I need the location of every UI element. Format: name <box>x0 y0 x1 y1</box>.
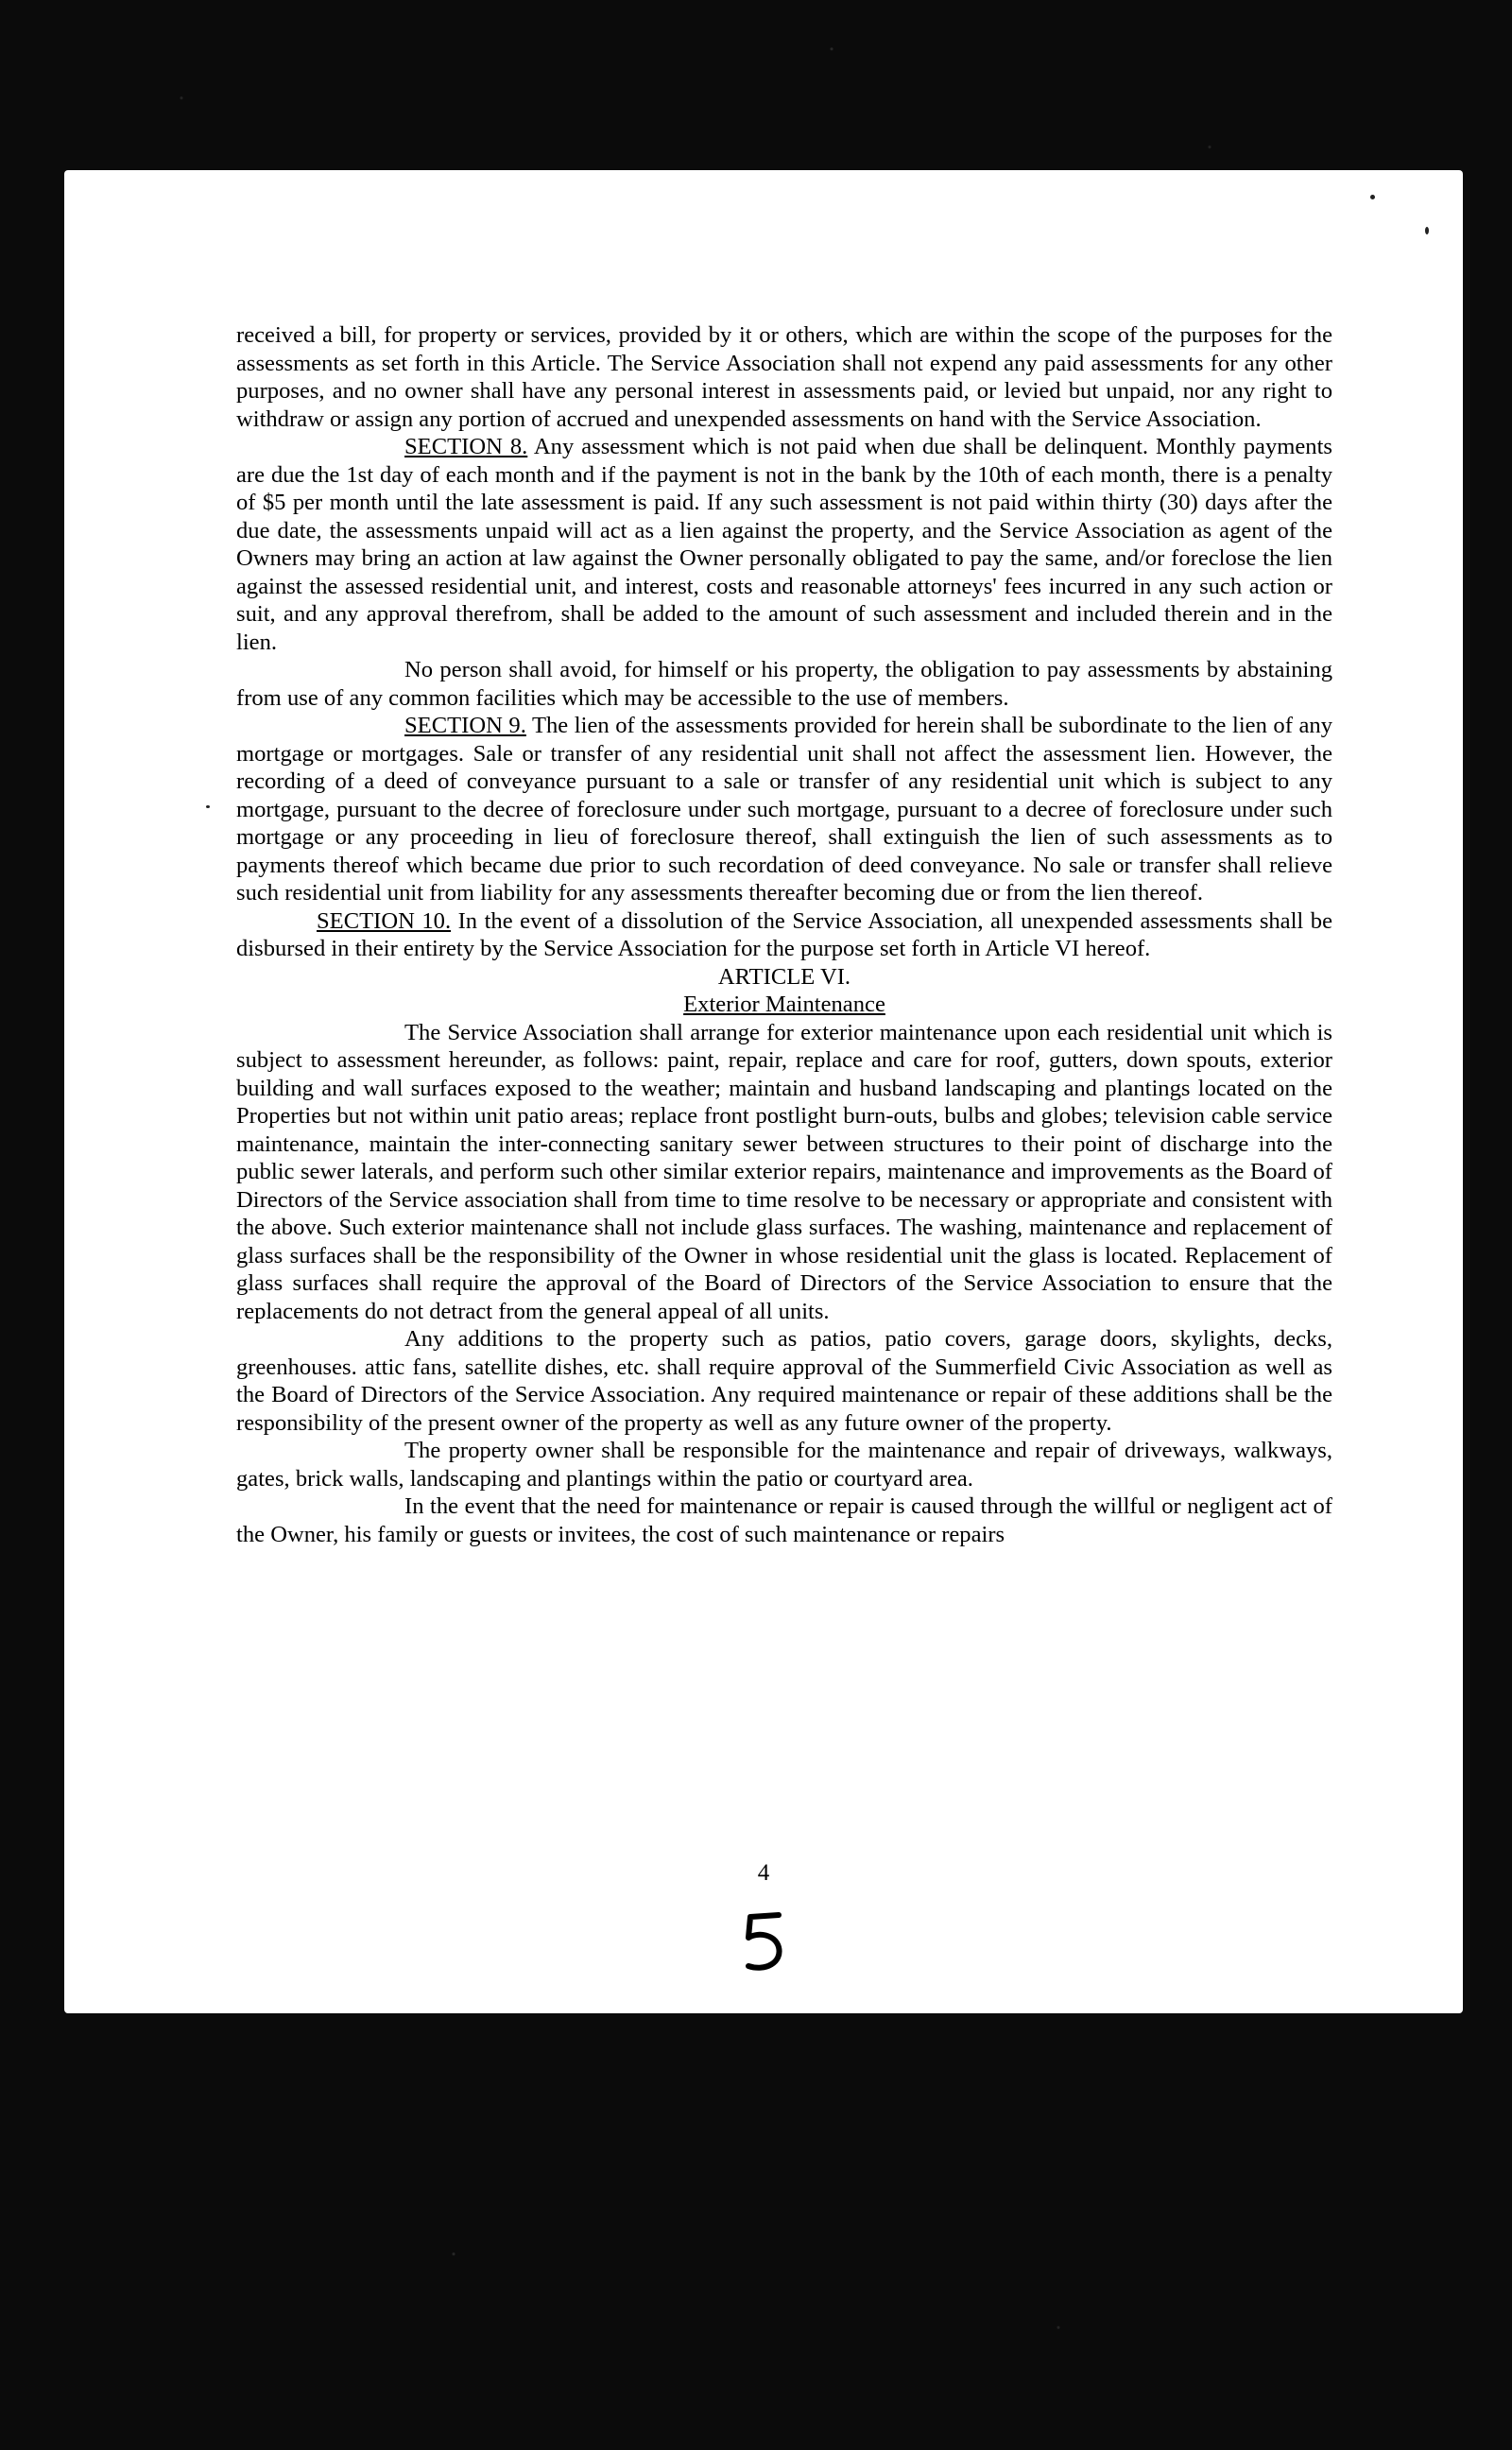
paragraph-no-person: No person shall avoid, for himself or his property, the obligation to pay assessments by abstaining from use of any common facilities which may be accessible to the use of members. <box>236 657 1332 711</box>
paragraph-additions: Any additions to the property such as patios, patio covers, garage doors, skylights, decks, greenhouses. attic fans, satellite dishes, etc. shall require approval of the Summerfield Civic Association as well as the Board of Directors of the Service Association. Any required maintenance or repair of these additions shall be the responsibility of the present owner of the property as well as any future owner of the property. <box>236 1326 1332 1436</box>
scan-speck <box>1425 227 1429 234</box>
article-heading: ARTICLE VI. <box>717 963 851 990</box>
section-9-label: SECTION 9. <box>404 713 526 738</box>
section-9 <box>236 712 1332 907</box>
section-8 <box>236 433 1332 656</box>
article-title: Exterior Maintenance <box>683 992 885 1017</box>
section-10-text: In the event of a dissolution of the Service Association, all unexpended assessments shall be disbursed in their entirety by the Service Association for the purpose set forth in Article VI hereof. <box>236 907 1332 961</box>
section-9-text: The lien of the assessments provided for herein shall be subordinate to the lien of any mortgage or mortgages. Sale or transfer of any residential unit shall not affect the assessment lien. However, the recording of a deed of conveyance pursuant to a sale or transfer of any residential unit which is subject to any mortgage, pursuant to the decree of foreclosure under such mortgage, pursuant to a decree of foreclosure under such mortgage or any proceeding in lieu of foreclosure thereof, shall extinguish the lien of such assessments as to payments thereof which became due prior to such recordation of deed conveyance. No sale or transfer shall relieve such residential unit from liability for any assessments thereafter becoming due or from the lien thereof. <box>236 713 1332 906</box>
paragraph-negligence: In the event that the need for maintenance or repair is caused through the willful or negligent act of the Owner, his family or guests or invitees, the cost of such maintenance or repairs <box>236 1493 1332 1547</box>
page-number: 4 <box>757 1860 770 1886</box>
section-10-label: SECTION 10. <box>317 907 452 934</box>
section-8-text: Any assessment which is not paid when due shall be delinquent. Monthly payments are due the 1st day of each month and if the payment is not in the bank by the 10th of each month, there is a penalty of $5 per month until the late assessment is paid. If any such assessment is not paid within thirty (30) days after the due date, the assessments unpaid will act as a lien against the property, and the Service Association as agent of the Owners may bring an action at law against the Owner personally obligated to pay the same, and/or foreclose the lien against the assessed residential unit, and interest, costs and reasonable attorneys' fees incurred in any such action or suit, and any approval therefrom, shall be added to the amount of such assessment and included therein and in the lien. <box>236 434 1332 655</box>
section-10 <box>236 907 1332 963</box>
paragraph-assessments-scope: received a bill, for property or services, provided by it or others, which are within the scope of the purposes for the assessments as set forth in this Article. The Service Association shall not expend any paid assessments for any other purposes, and no owner shall have any personal interest in assessments paid, or levied but unpaid, nor any right to withdraw or assign any portion of accrued and unexpended assessments on hand with the Service Association. <box>236 322 1332 432</box>
paragraph-owner-responsibility: The property owner shall be responsible for the maintenance and repair of driveways, walkways, gates, brick walls, landscaping and plantings within the patio or courtyard area. <box>236 1438 1332 1492</box>
document-page <box>64 170 1463 2013</box>
handwritten-page-mark <box>737 1909 790 1976</box>
scan-speck <box>1370 195 1375 199</box>
scan-speck <box>206 805 210 808</box>
document-body <box>236 321 1332 1548</box>
paragraph-exterior-maintenance: The Service Association shall arrange for exterior maintenance upon each residential unit which is subject to assessment hereunder, as follows: paint, repair, replace and care for roof, gutters, down spouts, exterior building and wall surfaces exposed to the weather; maintain and husband landscaping and plantings located on the Properties but not within unit patio areas; replace front postlight burn-outs, bulbs and globes; television cable service maintenance, maintain the inter-connecting sanitary sewer between structures to their point of discharge into the public sewer laterals, and perform such other similar exterior repairs, maintenance and improvements as the Board of Directors of the Service association shall from time to time resolve to be necessary or appropriate and consistent with the above. Such exterior maintenance shall not include glass surfaces. The washing, maintenance and replacement of glass surfaces shall be the responsibility of the Owner in whose residential unit the glass is located. Replacement of glass surfaces shall require the approval of the Board of Directors of the Service Association to ensure that the replacements do not detract from the general appeal of all units. <box>236 1019 1332 1324</box>
section-8-label: SECTION 8. <box>404 434 528 459</box>
